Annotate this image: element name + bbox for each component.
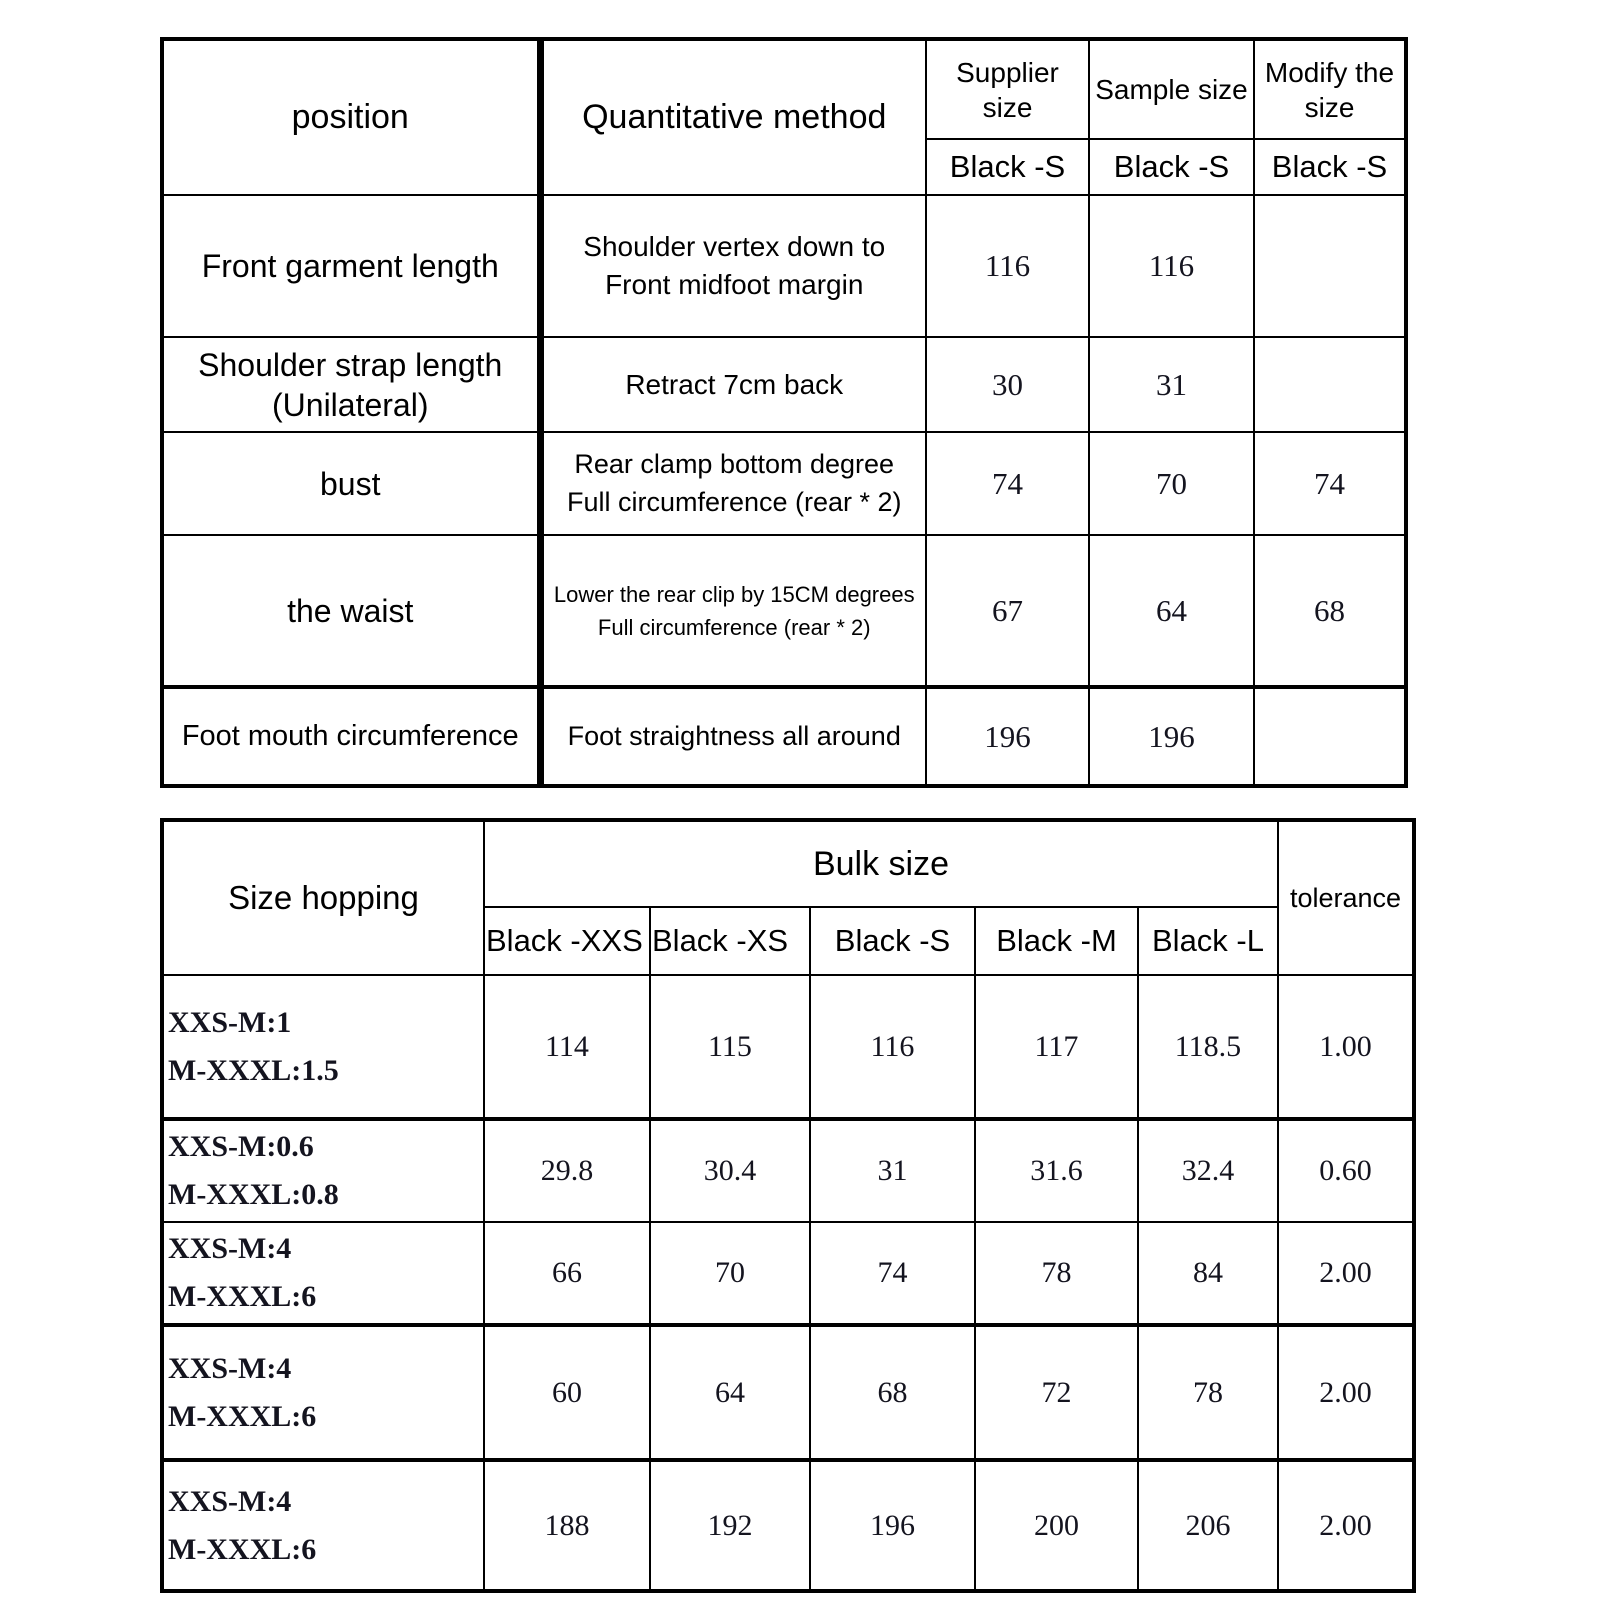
hop-rule-line: XXS-M:4 xyxy=(168,1484,292,1518)
hop-value-xs: 70 xyxy=(650,1222,810,1325)
position-label: Front garment length xyxy=(201,248,499,284)
spec-modify-value xyxy=(1254,337,1406,432)
position-label: Foot mouth circumference xyxy=(181,720,519,753)
hop-rule-cell xyxy=(162,1460,484,1591)
spec-subheader-sample-colorway: Black -S xyxy=(1089,139,1254,195)
hop-row-bust xyxy=(162,1222,1414,1325)
hop-value-s: 116 xyxy=(810,975,975,1119)
method-line: Lower the rear clip by 15CM degrees xyxy=(553,581,915,607)
method-line: Foot straightness all around xyxy=(567,720,901,751)
hop-value-xxs: 188 xyxy=(484,1460,650,1591)
hop-value-m: 200 xyxy=(975,1460,1138,1591)
spec-supplier-value: 67 xyxy=(926,535,1089,687)
hop-value-l: 78 xyxy=(1138,1325,1278,1460)
hop-size-col-s: Black -S xyxy=(810,907,975,975)
hop-size-col-l: Black -L xyxy=(1138,907,1278,975)
spec-modify-value: 74 xyxy=(1254,432,1406,535)
hop-value-l: 32.4 xyxy=(1138,1119,1278,1222)
hop-header-bulk-size: Bulk size xyxy=(484,820,1278,907)
hop-value-l: 118.5 xyxy=(1138,975,1278,1119)
hop-value-s: 68 xyxy=(810,1325,975,1460)
method-line: Shoulder vertex down to xyxy=(583,231,886,263)
method-line: Full circumference (rear * 2) xyxy=(597,614,871,640)
hop-value-l: 84 xyxy=(1138,1222,1278,1325)
spec-sample-value: 116 xyxy=(1089,195,1254,337)
spec-method-cell xyxy=(540,432,926,535)
hop-value-s: 196 xyxy=(810,1460,975,1591)
spec-header-supplier-size: Supplier size xyxy=(926,39,1089,139)
hop-rule-line: XXS-M:4 xyxy=(168,1232,292,1265)
spec-modify-value xyxy=(1254,195,1406,337)
spec-modify-value: 68 xyxy=(1254,535,1406,687)
hop-row-garment-length xyxy=(162,975,1414,1119)
hop-value-xs: 192 xyxy=(650,1460,810,1591)
hop-row-foot-mouth xyxy=(162,1460,1414,1591)
spec-table xyxy=(160,37,1408,788)
hop-value-xxs: 60 xyxy=(484,1325,650,1460)
hop-tolerance-value: 0.60 xyxy=(1278,1119,1414,1222)
spec-method-cell xyxy=(540,687,926,786)
hop-rule-cell xyxy=(162,975,484,1119)
hop-header-tolerance: tolerance xyxy=(1278,820,1414,975)
position-label: Shoulder strap length xyxy=(198,346,503,383)
spec-header-modify-size: Modify the size xyxy=(1254,39,1406,139)
hop-value-xs: 64 xyxy=(650,1325,810,1460)
method-line: Full circumference (rear * 2) xyxy=(566,486,902,517)
hop-value-xxs: 114 xyxy=(484,975,650,1119)
spec-header-sample-size: Sample size xyxy=(1089,39,1254,139)
position-label: bust xyxy=(320,465,381,502)
spec-modify-value xyxy=(1254,687,1406,786)
spec-position-cell xyxy=(162,195,540,337)
hop-rule-line: M-XXXL:6 xyxy=(168,1399,317,1433)
spec-sample-value: 64 xyxy=(1089,535,1254,687)
hop-value-s: 31 xyxy=(810,1119,975,1222)
spec-row-bust xyxy=(162,432,1406,535)
hop-rule-cell xyxy=(162,1222,484,1325)
hop-rule-line: XXS-M:0.6 xyxy=(168,1130,314,1163)
spec-row-foot-mouth-circumference xyxy=(162,687,1406,786)
hop-rule-line: M-XXXL:0.8 xyxy=(168,1178,339,1211)
position-label: the waist xyxy=(287,592,414,629)
spec-method-cell xyxy=(540,535,926,687)
hop-value-xs: 115 xyxy=(650,975,810,1119)
spec-supplier-value: 116 xyxy=(926,195,1089,337)
spec-position-cell xyxy=(162,535,540,687)
spec-position-cell xyxy=(162,687,540,786)
hop-rule-line: M-XXXL:6 xyxy=(168,1280,317,1313)
spec-header-position: position xyxy=(162,39,540,195)
spec-method-cell xyxy=(540,337,926,432)
hop-value-m: 78 xyxy=(975,1222,1138,1325)
hop-row-waist xyxy=(162,1325,1414,1460)
spec-supplier-value: 30 xyxy=(926,337,1089,432)
hop-size-col-xxs: Black -XXS xyxy=(484,907,650,975)
method-line: Front midfoot margin xyxy=(605,269,864,300)
spec-supplier-value: 196 xyxy=(926,687,1089,786)
hop-rule-cell xyxy=(162,1119,484,1222)
hop-value-xxs: 29.8 xyxy=(484,1119,650,1222)
hop-row-strap-length xyxy=(162,1119,1414,1222)
position-label-line2: (Unilateral) xyxy=(272,386,429,423)
spec-sample-value: 70 xyxy=(1089,432,1254,535)
hop-rule-line: M-XXXL:6 xyxy=(168,1532,317,1566)
method-line: Rear clamp bottom degree xyxy=(574,448,895,479)
spec-header-method: Quantitative method xyxy=(540,39,926,195)
hop-tolerance-value: 2.00 xyxy=(1278,1460,1414,1591)
hop-size-col-xs: Black -XS xyxy=(650,907,810,975)
hop-rule-line: XXS-M:4 xyxy=(168,1351,292,1385)
spec-subheader-supplier-colorway: Black -S xyxy=(926,139,1089,195)
method-line: Retract 7cm back xyxy=(625,368,844,400)
spec-row-shoulder-strap-length xyxy=(162,337,1406,432)
spec-supplier-value: 74 xyxy=(926,432,1089,535)
spec-subheader-modify-colorway: Black -S xyxy=(1254,139,1406,195)
hop-value-m: 72 xyxy=(975,1325,1138,1460)
hop-value-l: 206 xyxy=(1138,1460,1278,1591)
spec-sample-value: 196 xyxy=(1089,687,1254,786)
size-hopping-table xyxy=(160,818,1416,1593)
spec-row-front-garment-length xyxy=(162,195,1406,337)
hop-value-xxs: 66 xyxy=(484,1222,650,1325)
hop-value-m: 117 xyxy=(975,975,1138,1119)
hop-rule-cell xyxy=(162,1325,484,1460)
hop-header-size-hopping: Size hopping xyxy=(162,820,484,975)
spec-sample-value: 31 xyxy=(1089,337,1254,432)
spec-position-cell xyxy=(162,337,540,432)
spec-position-cell xyxy=(162,432,540,535)
hop-tolerance-value: 2.00 xyxy=(1278,1325,1414,1460)
hop-tolerance-value: 1.00 xyxy=(1278,975,1414,1119)
hop-rule-line: M-XXXL:1.5 xyxy=(168,1053,339,1087)
hop-rule-line: XXS-M:1 xyxy=(168,1005,292,1039)
hop-value-s: 74 xyxy=(810,1222,975,1325)
spec-method-cell xyxy=(540,195,926,337)
hop-size-col-m: Black -M xyxy=(975,907,1138,975)
hop-value-m: 31.6 xyxy=(975,1119,1138,1222)
hop-tolerance-value: 2.00 xyxy=(1278,1222,1414,1325)
hop-value-xs: 30.4 xyxy=(650,1119,810,1222)
spec-row-waist xyxy=(162,535,1406,687)
